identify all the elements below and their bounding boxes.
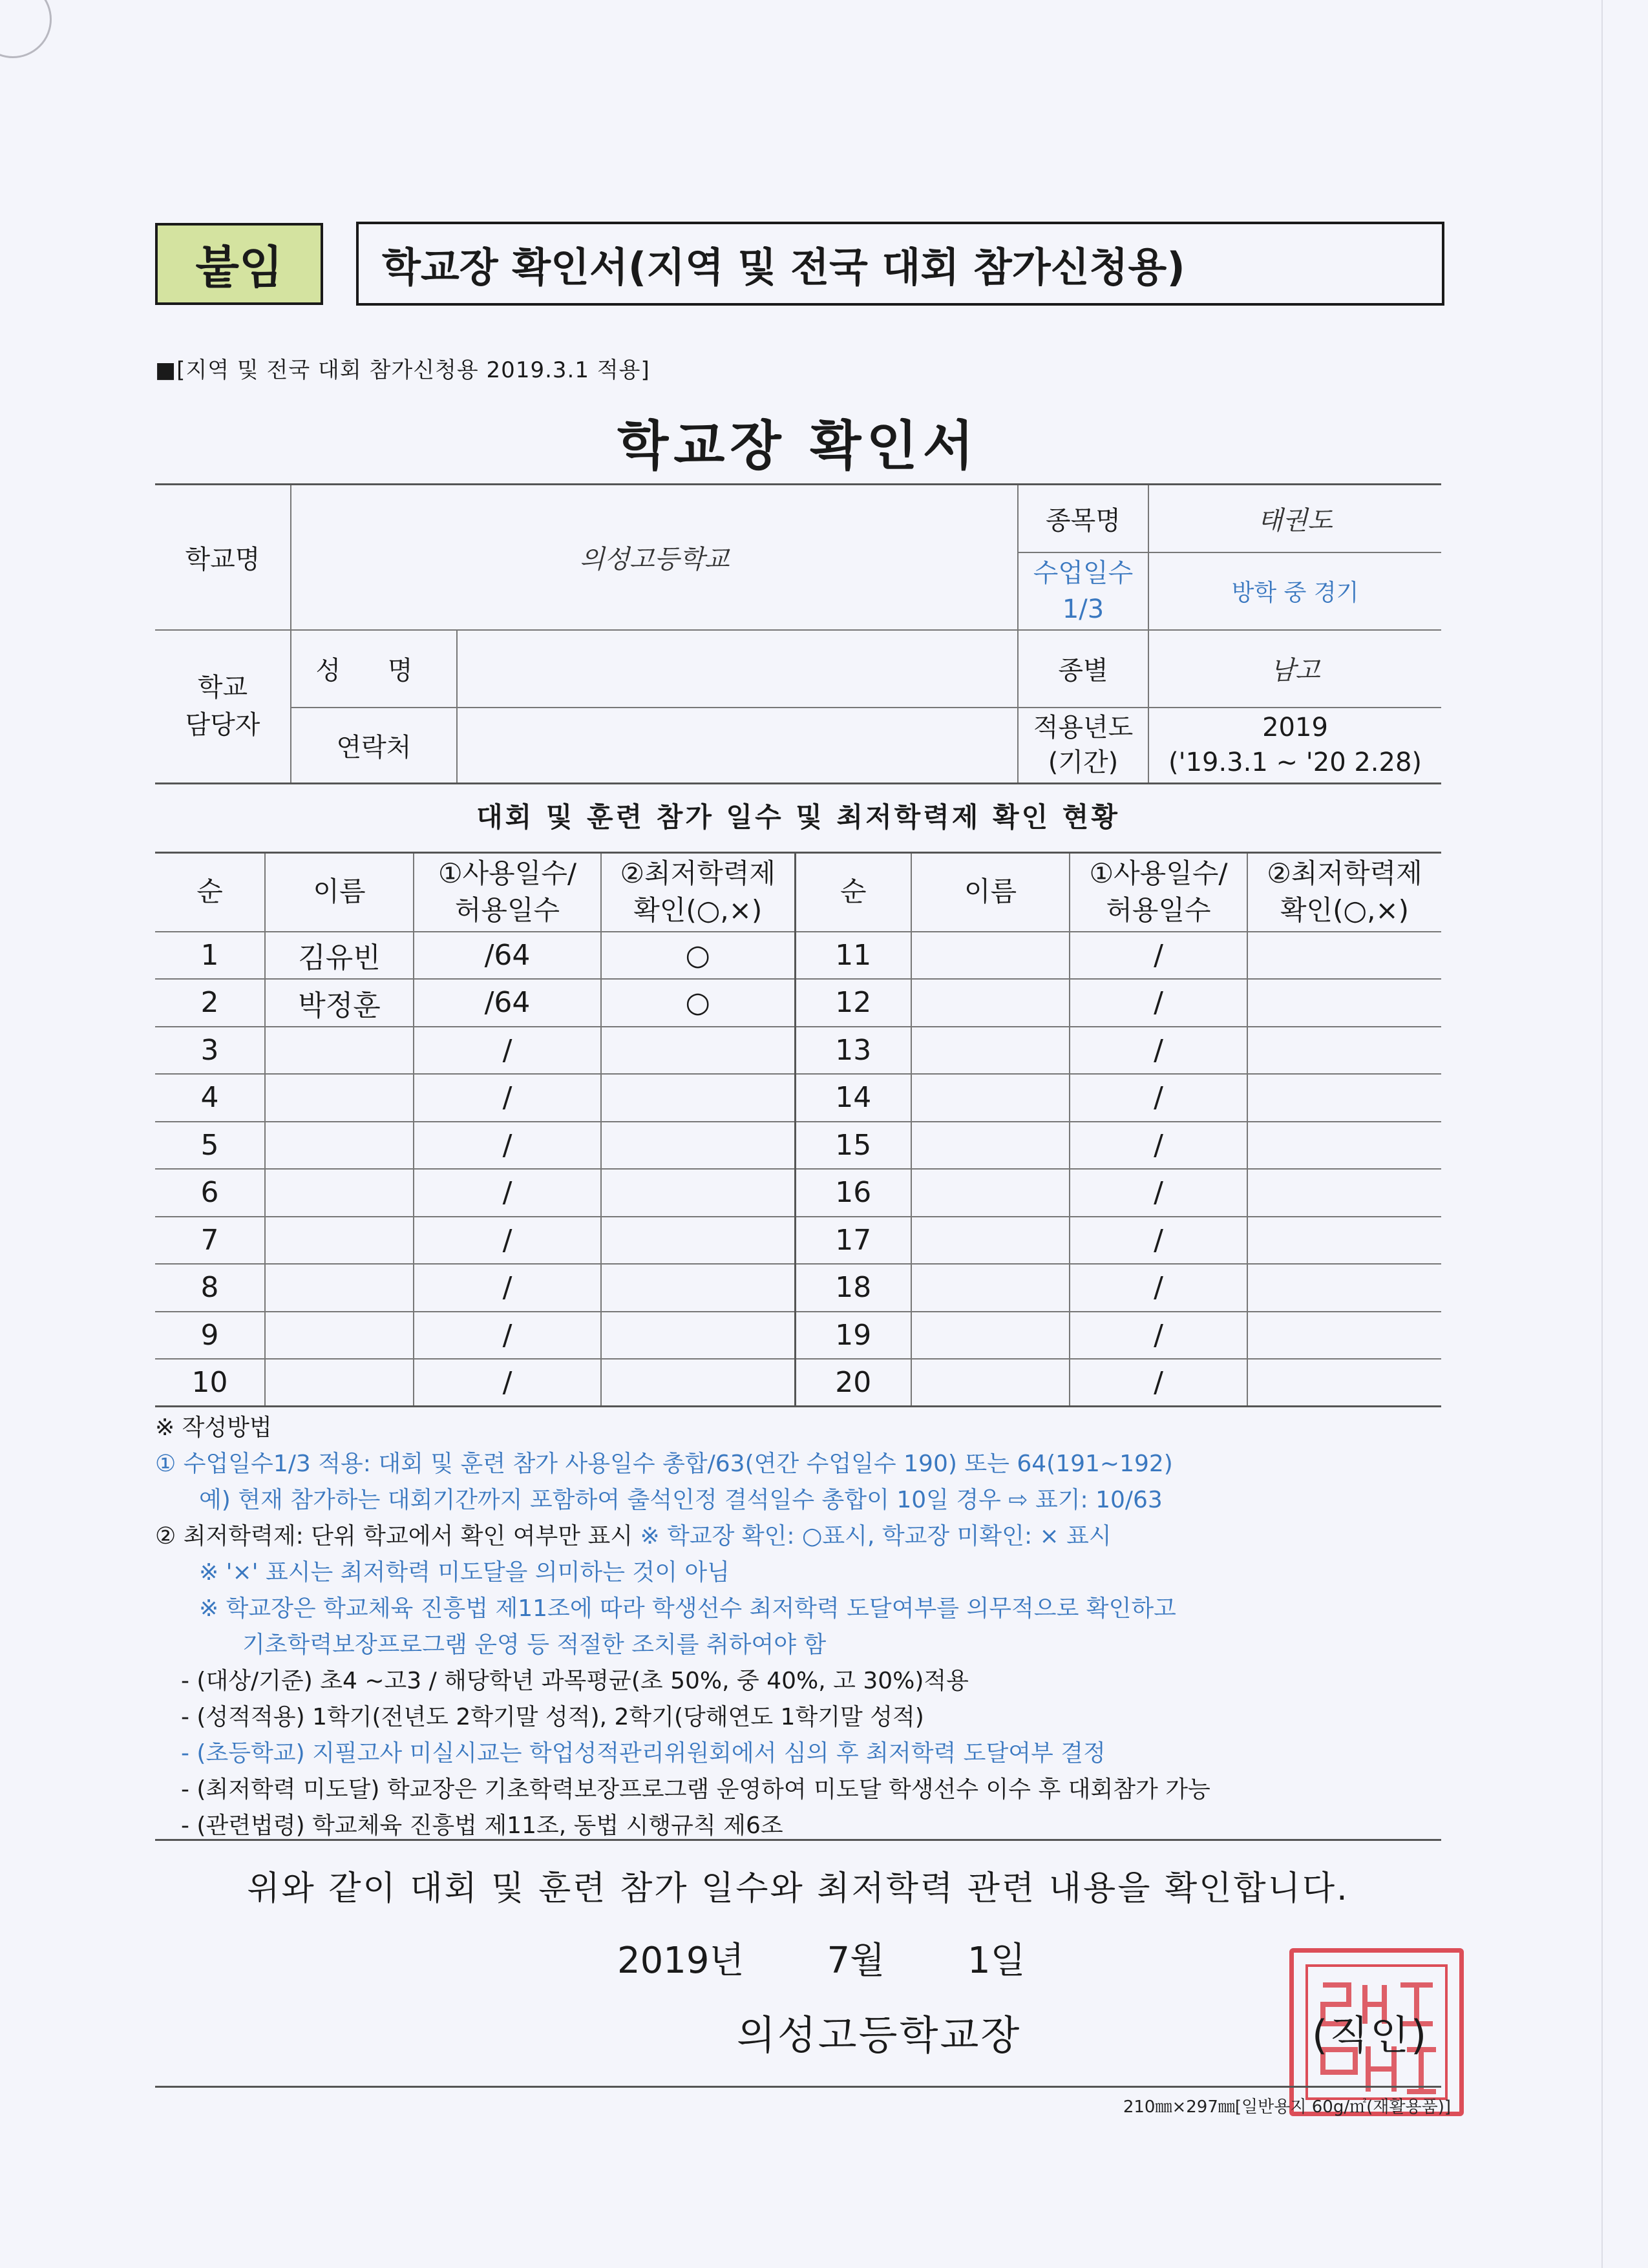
cell-name	[911, 979, 1070, 1027]
cell-name	[265, 1122, 414, 1170]
period-range: ('19.3.1 ~ '20 2.28)	[1168, 748, 1422, 778]
col-check	[601, 853, 795, 932]
cell-no: 9	[155, 1312, 265, 1360]
cell-check	[1247, 1359, 1441, 1407]
instruction-line-4: ※ '×' 표시는 최저학력 미도달을 의미하는 것이 아님	[199, 1559, 730, 1586]
col-check-line1: ②최저학력제	[620, 857, 776, 890]
cell-name	[911, 1027, 1070, 1075]
cell-days: /	[1070, 1264, 1247, 1312]
instruction-line-7: - (대상/기준) 초4 ~고3 / 해당학년 과목평균(초 50%, 중 40%, 고 30%)적용	[181, 1668, 969, 1694]
attachment-tag: 붙임	[155, 223, 323, 305]
cell-no: 3	[155, 1027, 265, 1075]
cell-no: 7	[155, 1217, 265, 1265]
cell-name	[911, 1074, 1070, 1122]
instruction-line-3a: ② 최저학력제: 단위 학교에서 확인 여부만 표시	[155, 1523, 633, 1549]
roster-section-title: 대회 및 훈련 참가 일수 및 최저학력제 확인 현황	[476, 801, 1120, 833]
gender-label: 종별	[1018, 630, 1148, 708]
cell-days: /64	[414, 932, 601, 980]
instruction-line-11: - (관련법령) 학교체육 진흥법 제11조, 동법 시행규칙 제6조	[181, 1812, 783, 1839]
cell-no: 18	[795, 1264, 911, 1312]
cell-no: 4	[155, 1074, 265, 1122]
cell-name	[911, 1359, 1070, 1407]
col-name: 이름	[265, 853, 414, 932]
cell-check	[1247, 1264, 1441, 1312]
cell-check	[601, 1027, 795, 1075]
cell-days: /64	[414, 979, 601, 1027]
cell-no: 20	[795, 1359, 911, 1407]
cell-days: /	[1070, 1217, 1247, 1265]
cell-no: 17	[795, 1217, 911, 1265]
cell-check: ○	[601, 979, 795, 1027]
confirmation-statement: 위와 같이 대회 및 훈련 참가 일수와 최저학력 관련 내용을 확인합니다.	[247, 1869, 1349, 1908]
cell-no: 16	[795, 1169, 911, 1217]
cell-name: 박정훈	[265, 979, 414, 1027]
cell-check	[601, 1217, 795, 1265]
cell-name	[265, 1264, 414, 1312]
cell-days: /	[414, 1312, 601, 1360]
cell-name	[265, 1027, 414, 1075]
col-days-2-line1: ①사용일수/	[1089, 857, 1228, 890]
period-year: 2019	[1262, 713, 1328, 743]
col-no: 순	[155, 853, 265, 932]
cell-check	[1247, 932, 1441, 980]
table-row	[155, 1122, 1441, 1170]
cell-no: 10	[155, 1359, 265, 1407]
cell-days: /	[414, 1264, 601, 1312]
cell-days: /	[414, 1359, 601, 1407]
cell-name	[911, 1217, 1070, 1265]
table-row	[155, 1027, 1441, 1075]
date-year: 2019년	[617, 1940, 745, 1982]
divider	[155, 1839, 1441, 1841]
instruction-line-5: ※ 학교장은 학교체육 진흥법 제11조에 따라 학생선수 최저학력 도달여부를 의무적으로 확인하고	[199, 1595, 1176, 1622]
cell-days: /	[1070, 1359, 1247, 1407]
instruction-line-3	[155, 1518, 1441, 1555]
col-days-2-line2: 허용일수	[1106, 894, 1211, 926]
cell-check	[601, 1122, 795, 1170]
col-days	[414, 853, 601, 932]
table-row	[155, 1169, 1441, 1217]
date-day: 1일	[967, 1940, 1026, 1982]
cell-check	[1247, 1312, 1441, 1360]
col-check-2-line2: 확인(○,×)	[1280, 894, 1410, 926]
instruction-line-1: ① 수업일수1/3 적용: 대회 및 훈련 참가 사용일수 총합/63(연간 수업일수 190) 또는 64(191~192)	[155, 1451, 1173, 1477]
cell-no: 6	[155, 1169, 265, 1217]
page-title: 학교장 확인서	[617, 415, 979, 477]
cell-name	[911, 1312, 1070, 1360]
manager-label	[155, 630, 291, 784]
table-row	[155, 1264, 1441, 1312]
cell-days: /	[414, 1169, 601, 1217]
page-edge-shadow	[0, 0, 52, 58]
table-row	[155, 932, 1441, 980]
cell-days: /	[1070, 1169, 1247, 1217]
form-version-note: ■[지역 및 전국 대회 참가신청용 2019.3.1 적용]	[155, 357, 650, 383]
cell-check	[601, 1312, 795, 1360]
cell-no: 15	[795, 1122, 911, 1170]
contact-value	[457, 708, 1018, 784]
cell-check	[601, 1169, 795, 1217]
cell-check: ○	[601, 932, 795, 980]
school-name-label: 학교명	[155, 485, 291, 630]
school-name-value: 의성고등학교	[291, 485, 1018, 630]
cell-check	[1247, 1169, 1441, 1217]
sport-value: 태권도	[1148, 485, 1441, 552]
class-days-label-line1: 수업일수	[1033, 558, 1134, 588]
instruction-line-8: - (성적적용) 1학기(전년도 2학기말 성적), 2학기(당해연도 1학기말 성적)	[181, 1704, 924, 1730]
table-row	[155, 979, 1441, 1027]
cell-name	[265, 1312, 414, 1360]
cell-no: 11	[795, 932, 911, 980]
cell-days: /	[414, 1122, 601, 1170]
table-row	[155, 1217, 1441, 1265]
cell-no: 8	[155, 1264, 265, 1312]
class-days-label	[1018, 552, 1148, 630]
cell-no: 12	[795, 979, 911, 1027]
gender-value: 남고	[1148, 630, 1441, 708]
col-no-2: 순	[795, 853, 911, 932]
manager-name-value	[457, 630, 1018, 708]
contact-label: 연락처	[291, 708, 457, 784]
document-header-title: 학교장 확인서(지역 및 전국 대회 참가신청용)	[356, 222, 1444, 306]
col-days-line1: ①사용일수/	[438, 857, 577, 890]
instruction-line-6: 기초학력보장프로그램 운영 등 적절한 조치를 취하여야 함	[242, 1632, 827, 1658]
instruction-line-3b: ※ 학교장 확인: ○표시, 학교장 미확인: × 표시	[640, 1523, 1112, 1549]
cell-check	[601, 1264, 795, 1312]
col-days-line2: 허용일수	[454, 894, 560, 926]
cell-check	[1247, 1074, 1441, 1122]
cell-name	[911, 932, 1070, 980]
instruction-line-10: - (최저학력 미도달) 학교장은 기초학력보장프로그램 운영하여 미도달 학생선수 이수 후 대회참가 가능	[181, 1776, 1210, 1803]
cell-no: 1	[155, 932, 265, 980]
col-check-2	[1247, 853, 1441, 932]
cell-check	[1247, 1217, 1441, 1265]
cell-days: /	[1070, 932, 1247, 980]
cell-no: 2	[155, 979, 265, 1027]
signing-date	[617, 1932, 1071, 1984]
cell-days: /	[1070, 1122, 1247, 1170]
seal-label: (직인)	[1312, 2011, 1429, 2059]
period-value	[1148, 708, 1441, 784]
cell-name	[911, 1122, 1070, 1170]
writing-instructions	[155, 1410, 1441, 1844]
cell-name: 김유빈	[265, 932, 414, 980]
divider	[155, 2086, 1441, 2088]
sport-label: 종목명	[1018, 485, 1148, 552]
cell-name	[265, 1074, 414, 1122]
col-check-2-line1: ②최저학력제	[1267, 857, 1422, 890]
manager-label-line1: 학교	[197, 673, 248, 703]
class-days-value: 방학 중 경기	[1148, 552, 1441, 630]
cell-check	[1247, 1122, 1441, 1170]
period-label-line1: 적용년도	[1033, 713, 1134, 743]
instructions-heading: ※ 작성방법	[155, 1414, 272, 1441]
cell-no: 19	[795, 1312, 911, 1360]
cell-days: /	[1070, 979, 1247, 1027]
cell-check	[601, 1359, 795, 1407]
cell-name	[265, 1217, 414, 1265]
table-row	[155, 1074, 1441, 1122]
page-edge-line	[1601, 0, 1603, 2268]
date-month: 7월	[827, 1940, 885, 1982]
paper-spec-note: 210㎜×297㎜[일반용지 60g/㎡(재활용품)]	[1123, 2097, 1451, 2117]
col-days-2	[1070, 853, 1247, 932]
col-name-2: 이름	[911, 853, 1070, 932]
cell-name	[265, 1359, 414, 1407]
cell-days: /	[414, 1027, 601, 1075]
table-row	[155, 1359, 1441, 1407]
cell-name	[265, 1169, 414, 1217]
cell-name	[911, 1169, 1070, 1217]
table-row	[155, 1312, 1441, 1360]
class-days-label-line2: 1/3	[1062, 594, 1104, 624]
participation-roster-table	[155, 852, 1441, 1407]
cell-days: /	[1070, 1312, 1247, 1360]
cell-check	[1247, 1027, 1441, 1075]
school-info-table	[155, 483, 1441, 784]
cell-days: /	[1070, 1074, 1247, 1122]
cell-days: /	[414, 1074, 601, 1122]
instruction-line-9: - (초등학교) 지필고사 미실시교는 학업성적관리위원회에서 심의 후 최저학력 도달여부 결정	[181, 1740, 1106, 1767]
principal-title: 의성고등학교장	[737, 2011, 1022, 2059]
cell-name	[911, 1264, 1070, 1312]
cell-no: 13	[795, 1027, 911, 1075]
cell-days: /	[1070, 1027, 1247, 1075]
manager-name-label: 성 명	[291, 630, 457, 708]
period-label-line2: (기간)	[1048, 748, 1119, 778]
cell-check	[601, 1074, 795, 1122]
instruction-line-2: 예) 현재 참가하는 대회기간까지 포함하여 출석인정 결석일수 총합이 10일 경우 ⇨ 표기: 10/63	[199, 1487, 1163, 1513]
period-label	[1018, 708, 1148, 784]
col-check-line2: 확인(○,×)	[633, 894, 763, 926]
cell-no: 14	[795, 1074, 911, 1122]
cell-days: /	[414, 1217, 601, 1265]
manager-label-line2: 담당자	[185, 710, 260, 740]
cell-no: 5	[155, 1122, 265, 1170]
cell-check	[1247, 979, 1441, 1027]
